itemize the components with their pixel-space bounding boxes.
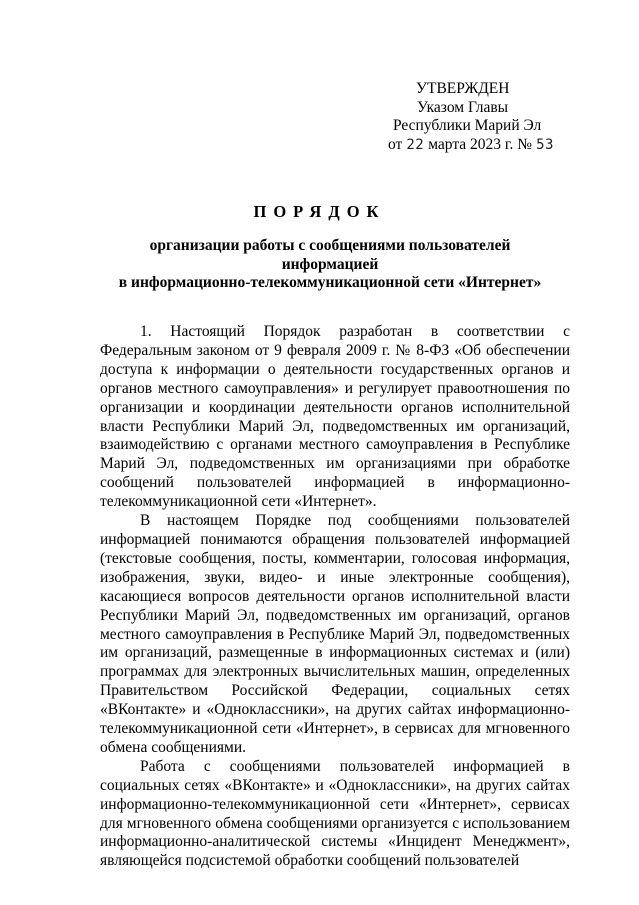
paragraph-2: В настоящем Порядке под сообщениями пользователей информацией понимаются обращения пользователей информацией (текстовые сообщения, посты, комментарии, голосовая информация, изображения, звуки, видео- и иные электронные сообщения), касающиеся вопросов деятельности органов исполнительной власти Республики Марий Эл, подведомственных им организаций, органов местного самоуправления в Республике Марий Эл, подведомственных им организаций, размещенные в информационных системах и (или) программах для электронных вычислительных машин, определенных Правительством Российской Федерации, социальных сетях «ВКонтакте» и «Одноклассники», на других сайтах информационно-телекоммуникационной сети «Интернет», в сервисах для мгновенного обмена сообщениями. [100, 512, 570, 756]
approval-authority: Указом Главы [417, 98, 509, 116]
approval-date-line [388, 136, 618, 155]
approval-block [388, 80, 618, 154]
approval-heading: УТВЕРЖДЕН [416, 80, 510, 97]
handwritten-number: 53 [536, 136, 554, 153]
approval-region: Республики Марий Эл [393, 117, 542, 134]
subtitle-line-2: в информационно-телекоммуникационной сети «Интернет» [118, 274, 542, 291]
document-body [100, 323, 570, 871]
handwritten-day: 22 [406, 136, 425, 153]
date-month-year: марта 2023 г. № [428, 135, 533, 153]
paragraph-1: 1. Настоящий Порядок разработан в соответствии с Федеральным законом от 9 февраля 2009 г. № 8-ФЗ «Об обеспечении доступа к информации о деятельности государственных органов и органов местного самоуправления» и регулирует правоотношения по организации и координации деятельности органов исполнительной власти Республики Марий Эл, подведомственных им организаций, взаимодействию с органами местного самоуправления в Республике Марий Эл, подведомственных им организациями при обработке сообщений пользователей информацией в информационно-телекоммуникационной сети «Интернет». [100, 323, 570, 511]
document-title: ПОРЯДОК [253, 202, 386, 221]
document-subtitle [100, 237, 560, 293]
paragraph-3: Работа с сообщениями пользователей информацией в социальных сетях «ВКонтакте» и «Одноклассники», на других сайтах информационно-телекоммуникационной сети «Интернет», сервисах для мгновенного обмена сообщениями организуется с использованием информационно-аналитической системы «Инцидент Менеджмент», являющейся подсистемой обработки сообщений пользователей [100, 757, 570, 870]
subtitle-line-1: организации работы с сообщениями пользователей информацией [149, 237, 511, 273]
date-prefix: от [388, 135, 403, 153]
